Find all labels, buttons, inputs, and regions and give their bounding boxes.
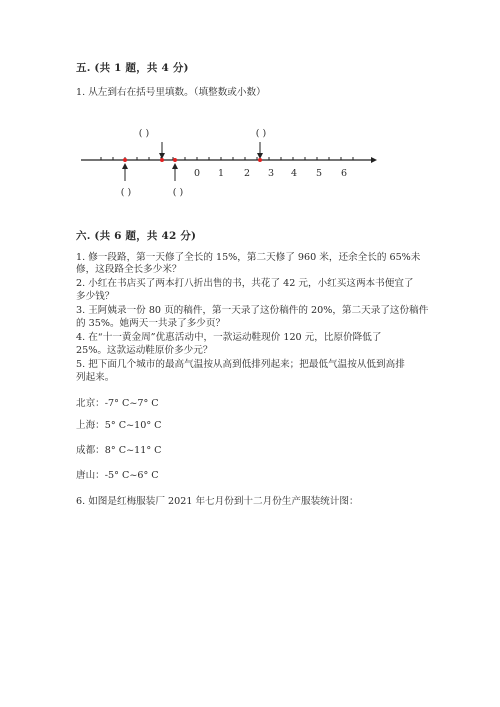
point-b: [160, 158, 164, 162]
city-shanghai: 上海：5° C~10° C: [76, 420, 162, 431]
section-6-title: 六. (共 6 题，共 42 分): [76, 230, 197, 242]
q6-line: 5. 把下面几个城市的最高气温按从高到低排列起来；把最低气温按从低到高排: [76, 359, 405, 370]
section-5-title: 五. (共 1 题，共 4 分): [76, 62, 189, 74]
tick-label-1: 1: [217, 168, 225, 179]
up-arrow-right: [172, 163, 178, 181]
city-beijing: 北京：-7° C~7° C: [76, 398, 159, 409]
tick-label-2: 2: [243, 168, 251, 179]
down-arrow-right: [257, 142, 263, 159]
point-d: [258, 158, 262, 162]
up-arrow-left: [122, 163, 128, 181]
tick-label-4: 4: [290, 168, 298, 179]
q6-line: 多少钱？: [76, 291, 115, 302]
tick-label-3: 3: [267, 168, 275, 179]
top-bracket-right: ( ): [255, 128, 267, 139]
point-c: [173, 158, 177, 162]
city-chengdu: 成都：8° C~11° C: [76, 445, 162, 456]
q6-line: 列起来。: [76, 372, 115, 383]
question-5-1: 1. 从左到右在括号里填数。（填整数或小数）: [76, 87, 266, 98]
point-a: [123, 158, 127, 162]
bottom-bracket-left: ( ): [120, 187, 132, 198]
question-6-6: 6. 如图是红梅服装厂 2021 年七月份到十二月份生产服装统计图：: [76, 496, 359, 507]
tick-label-6: 6: [340, 168, 348, 179]
number-line: [74, 124, 384, 200]
q6-line: 3. 王阿姨录一份 80 页的稿件，第一天录了这份稿件的 20%，第二天录了这份稿件: [76, 305, 429, 316]
q6-line: 25%。这款运动鞋原价多少元？: [76, 345, 213, 356]
city-tangshan: 唐山：-5° C~6° C: [76, 470, 159, 481]
bottom-bracket-right: ( ): [172, 187, 184, 198]
q6-line: 2. 小红在书店买了两本打八折出售的书，共花了 42 元，小红买这两本书便宜了: [76, 278, 414, 289]
q6-line: 4. 在“十一黄金周”优惠活动中，一款运动鞋现价 120 元，比原价降低了: [76, 332, 382, 343]
q6-line: 的 35%。她两天一共录了多少页？: [76, 318, 226, 329]
q6-line: 1. 修一段路，第一天修了全长的 15%，第二天修了 960 米，还余全长的 65%未: [76, 252, 421, 263]
top-bracket-left: ( ): [138, 128, 150, 139]
q6-line: 修，这段路全长多少米？: [76, 264, 182, 275]
down-arrow-left: [159, 142, 165, 159]
tick-label-0: 0: [193, 168, 201, 179]
axis-arrow-icon: [371, 157, 377, 163]
tick-label-5: 5: [315, 168, 323, 179]
